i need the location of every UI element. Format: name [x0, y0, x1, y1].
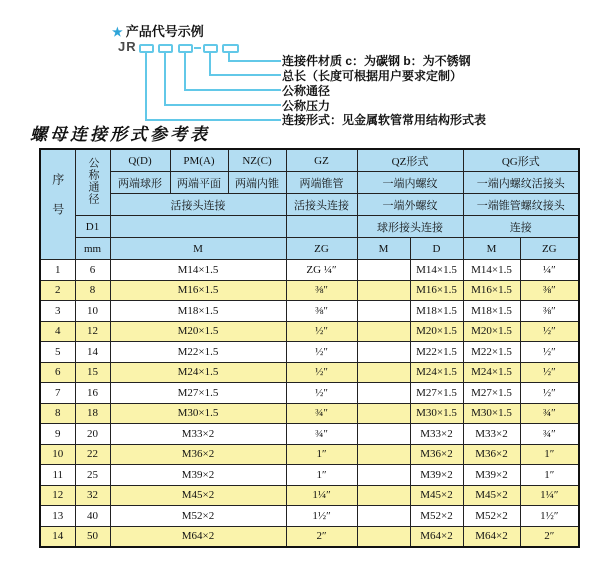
cell-qz-d: M64×2	[410, 526, 463, 547]
cell-dn: 6	[75, 260, 110, 281]
cell-qz-m	[357, 260, 410, 281]
table-row	[40, 260, 579, 281]
cell-qg-zg: 1″	[520, 444, 579, 465]
cell-qg-m: M64×2	[463, 526, 520, 547]
table-row	[40, 301, 579, 322]
header-row-3	[40, 194, 579, 216]
cell-qg-m: M36×2	[463, 444, 520, 465]
header-col-pm: PM(A)	[170, 149, 228, 172]
table-row	[40, 465, 579, 486]
cell-seq: 12	[40, 485, 75, 506]
star-icon: ★	[112, 25, 123, 39]
cell-dn: 10	[75, 301, 110, 322]
table-row	[40, 444, 579, 465]
cell-qz-m	[357, 383, 410, 404]
cell-m: M22×1.5	[110, 342, 286, 363]
header-qg-zg: ZG	[520, 238, 579, 260]
cell-gz: ½″	[286, 362, 357, 383]
header-qz-desc1: 一端内螺纹	[357, 172, 463, 194]
table-row	[40, 362, 579, 383]
cell-qg-zg: 1″	[520, 465, 579, 486]
cell-dn: 40	[75, 506, 110, 527]
cell-qz-m	[357, 280, 410, 301]
cell-qz-d: M52×2	[410, 506, 463, 527]
cell-qz-d: M27×1.5	[410, 383, 463, 404]
cell-qz-d: M20×1.5	[410, 321, 463, 342]
cell-qg-m: M22×1.5	[463, 342, 520, 363]
header-row-5	[40, 238, 579, 260]
cell-m: M18×1.5	[110, 301, 286, 322]
cell-qz-d: M39×2	[410, 465, 463, 486]
cell-qg-zg: ⅜″	[520, 280, 579, 301]
cell-qz-m	[357, 465, 410, 486]
table-row	[40, 321, 579, 342]
cell-seq: 10	[40, 444, 75, 465]
header-col-nz: NZ(C)	[228, 149, 286, 172]
label-nominal-diameter: 公称通径	[282, 84, 331, 98]
cell-qg-zg: 2″	[520, 526, 579, 547]
header-col-qz: QZ形式	[357, 149, 463, 172]
cell-qg-zg: ¾″	[520, 424, 579, 445]
cell-dn: 50	[75, 526, 110, 547]
cell-m: M20×1.5	[110, 321, 286, 342]
table-row	[40, 383, 579, 404]
cell-qg-m: M45×2	[463, 485, 520, 506]
cell-dn: 8	[75, 280, 110, 301]
label-total-length: 总长（长度可根据用户要求定制）	[282, 69, 463, 83]
cell-dn: 12	[75, 321, 110, 342]
cell-dn: 15	[75, 362, 110, 383]
cell-qz-d: M45×2	[410, 485, 463, 506]
header-q-desc: 两端球形	[110, 172, 170, 194]
diagram-title-text: 产品代号示例	[125, 24, 204, 39]
cell-seq: 9	[40, 424, 75, 445]
cell-seq: 2	[40, 280, 75, 301]
cell-qz-m	[357, 321, 410, 342]
cell-dn: 16	[75, 383, 110, 404]
cell-qg-zg: ¼″	[520, 260, 579, 281]
cell-qz-m	[357, 424, 410, 445]
cell-dn: 20	[75, 424, 110, 445]
page-title: 螺母连接形式参考表	[30, 125, 210, 145]
code-dash	[194, 47, 201, 49]
cell-gz: ⅜″	[286, 280, 357, 301]
table-row	[40, 485, 579, 506]
cell-qz-m	[357, 342, 410, 363]
cell-m: M39×2	[110, 465, 286, 486]
header-qg-desc2: 一端锥管螺纹接头	[463, 194, 579, 216]
cell-qg-m: M18×1.5	[463, 301, 520, 322]
table-row	[40, 280, 579, 301]
header-qg-m: M	[463, 238, 520, 260]
header-qz-desc2: 一端外螺纹	[357, 194, 463, 216]
cell-qg-m: M39×2	[463, 465, 520, 486]
label-material: 连接件材质 c：为碳钢 b：为不锈钢	[282, 54, 471, 68]
header-qz-d: D	[410, 238, 463, 260]
cell-qg-zg: 1¼″	[520, 485, 579, 506]
cell-m: M27×1.5	[110, 383, 286, 404]
header-col-qg: QG形式	[463, 149, 579, 172]
cell-m: M45×2	[110, 485, 286, 506]
cell-qg-m: M33×2	[463, 424, 520, 445]
cell-gz: ½″	[286, 383, 357, 404]
cell-qg-m: M24×1.5	[463, 362, 520, 383]
table-row	[40, 403, 579, 424]
cell-qz-m	[357, 403, 410, 424]
header-qg-desc1: 一端内螺纹活接头	[463, 172, 579, 194]
header-empty	[286, 216, 357, 238]
header-zg: ZG	[286, 238, 357, 260]
header-m: M	[110, 238, 286, 260]
header-pm-desc: 两端平面	[170, 172, 228, 194]
cell-seq: 1	[40, 260, 75, 281]
cell-seq: 8	[40, 403, 75, 424]
header-col-q: Q(D)	[110, 149, 170, 172]
header-seq: 序号	[40, 149, 75, 260]
cell-qz-m	[357, 506, 410, 527]
cell-qg-zg: ½″	[520, 383, 579, 404]
cell-gz: ¾″	[286, 424, 357, 445]
cell-qg-m: M52×2	[463, 506, 520, 527]
cell-m: M52×2	[110, 506, 286, 527]
cell-qg-m: M16×1.5	[463, 280, 520, 301]
cell-seq: 6	[40, 362, 75, 383]
cell-gz: 1″	[286, 444, 357, 465]
cell-seq: 5	[40, 342, 75, 363]
cell-seq: 11	[40, 465, 75, 486]
cell-seq: 7	[40, 383, 75, 404]
cell-dn: 32	[75, 485, 110, 506]
table-row	[40, 424, 579, 445]
cell-gz: 2″	[286, 526, 357, 547]
header-row-1	[40, 149, 579, 172]
cell-dn: 25	[75, 465, 110, 486]
header-mm: mm	[75, 238, 110, 260]
cell-m: M30×1.5	[110, 403, 286, 424]
cell-qg-zg: ½″	[520, 342, 579, 363]
cell-qg-zg: ½″	[520, 362, 579, 383]
cell-qz-d: M14×1.5	[410, 260, 463, 281]
header-union-conn: 活接头连接	[110, 194, 286, 216]
cell-qz-m	[357, 526, 410, 547]
header-dn: 公称通径	[75, 149, 110, 216]
cell-m: M64×2	[110, 526, 286, 547]
cell-qz-d: M24×1.5	[410, 362, 463, 383]
cell-m: M33×2	[110, 424, 286, 445]
cell-gz: ⅜″	[286, 301, 357, 322]
header-row-4	[40, 216, 579, 238]
table-row	[40, 526, 579, 547]
cell-qz-d: M18×1.5	[410, 301, 463, 322]
header-col-gz: GZ	[286, 149, 357, 172]
cell-qg-zg: 1½″	[520, 506, 579, 527]
header-empty	[110, 216, 286, 238]
cell-qz-m	[357, 362, 410, 383]
cell-qg-m: M27×1.5	[463, 383, 520, 404]
nut-connection-table	[39, 148, 580, 548]
cell-gz: ZG ¼″	[286, 260, 357, 281]
cell-gz: ¾″	[286, 403, 357, 424]
code-prefix: JR	[118, 39, 137, 54]
cell-qz-d: M30×1.5	[410, 403, 463, 424]
table-row	[40, 506, 579, 527]
label-nominal-pressure: 公称压力	[282, 99, 331, 113]
header-qz-m: M	[357, 238, 410, 260]
cell-seq: 4	[40, 321, 75, 342]
cell-qg-m: M30×1.5	[463, 403, 520, 424]
cell-qz-m	[357, 301, 410, 322]
cell-qg-zg: ¾″	[520, 403, 579, 424]
table-row	[40, 342, 579, 363]
header-qg-conn: 连接	[463, 216, 579, 238]
cell-gz: ½″	[286, 342, 357, 363]
cell-gz: ½″	[286, 321, 357, 342]
diagram-title	[112, 21, 204, 40]
cell-gz: 1″	[286, 465, 357, 486]
header-nz-desc: 两端内锥	[228, 172, 286, 194]
cell-m: M36×2	[110, 444, 286, 465]
header-row-2	[40, 172, 579, 194]
cell-m: M14×1.5	[110, 260, 286, 281]
cell-qg-m: M14×1.5	[463, 260, 520, 281]
header-d1: D1	[75, 216, 110, 238]
cell-qg-m: M20×1.5	[463, 321, 520, 342]
cell-qz-m	[357, 485, 410, 506]
cell-dn: 22	[75, 444, 110, 465]
header-gz-desc: 两端锥管	[286, 172, 357, 194]
label-connection-form: 连接形式：见金属软管常用结构形式表	[282, 113, 487, 127]
header-qz-conn: 球形接头连接	[357, 216, 463, 238]
cell-seq: 13	[40, 506, 75, 527]
cell-qg-zg: ½″	[520, 321, 579, 342]
header-gz-conn: 活接头连接	[286, 194, 357, 216]
cell-gz: 1½″	[286, 506, 357, 527]
cell-m: M24×1.5	[110, 362, 286, 383]
cell-gz: 1¼″	[286, 485, 357, 506]
cell-qz-d: M22×1.5	[410, 342, 463, 363]
cell-m: M16×1.5	[110, 280, 286, 301]
cell-qg-zg: ⅜″	[520, 301, 579, 322]
connector-line	[228, 52, 281, 62]
cell-qz-d: M36×2	[410, 444, 463, 465]
cell-qz-d: M16×1.5	[410, 280, 463, 301]
cell-qz-m	[357, 444, 410, 465]
cell-qz-d: M33×2	[410, 424, 463, 445]
cell-dn: 14	[75, 342, 110, 363]
cell-seq: 3	[40, 301, 75, 322]
cell-dn: 18	[75, 403, 110, 424]
cell-seq: 14	[40, 526, 75, 547]
